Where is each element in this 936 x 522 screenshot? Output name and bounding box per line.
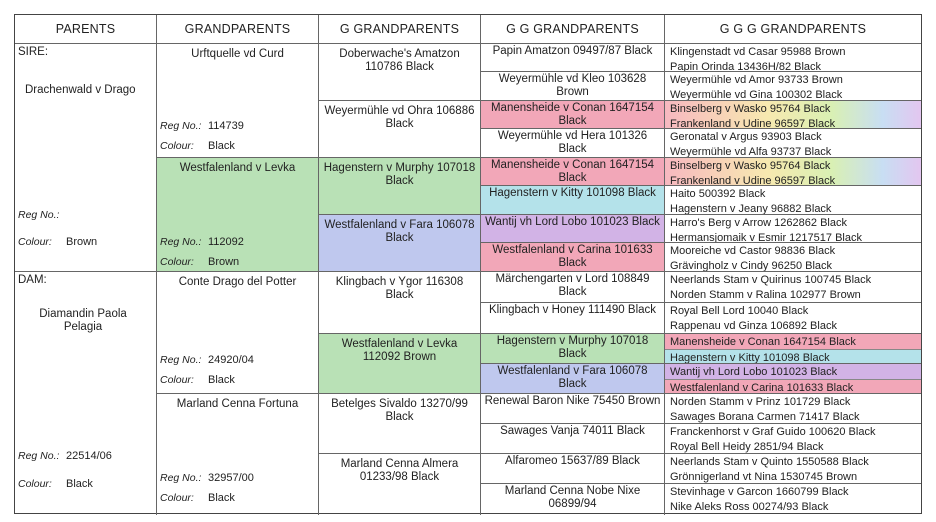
sire-colour: Brown [66, 236, 98, 248]
grandparent-name: Conte Drago del Potter [178, 276, 297, 288]
gg-grandparent-13: Renewal Baron Nike 75450 Brown [481, 394, 665, 424]
ggg-grandparent: Harro's Berg v Arrow 1262862 Black [670, 217, 847, 229]
gg-grandparent-10: Klingbach v Honey 111490 Black [481, 303, 665, 334]
header-grandparents: GRANDPARENTS [157, 15, 319, 44]
gg-grandparent-15: Alfaromeo 15637/89 Black [481, 454, 665, 484]
colour-label: Colour: [160, 140, 194, 152]
grandparent-reg: 32957/00 [208, 472, 254, 484]
grandparent-colour: Black [208, 374, 235, 386]
dam-colour-label: Colour: [18, 478, 52, 490]
ggg-pair-8 [665, 243, 921, 272]
gg-grandparent-3: Manensheide v Conan 1647154 Black [481, 101, 665, 129]
grandparent-name: Urftquelle vd Curd [191, 48, 284, 60]
gg-grandparent-14: Sawages Vanja 74011 Black [481, 424, 665, 454]
ggg-grandparent: Stevinhage v Garcon 1660799 Black [670, 486, 849, 498]
dam-reg-label: Reg No.: [18, 450, 60, 462]
grandparent-3 [157, 272, 319, 394]
grandparent-colour: Black [208, 492, 235, 504]
grandparent-2 [157, 158, 319, 272]
grandparent-reg: 24920/04 [208, 354, 254, 366]
ggg-grandparent: Hermansjomaik v Esmir 1217517 Black [670, 232, 862, 243]
ggg-pair-12 [665, 364, 921, 394]
ggg-grandparent: Grönnigerland vt Nina 1530745 Brown [670, 471, 858, 483]
pedigree-table [14, 14, 922, 514]
dam-colour: Black [66, 478, 93, 490]
grandparent-name: Marland Cenna Fortuna [176, 398, 299, 410]
gg-grandparent-16: Marland Cenna Nobe Nixe 06899/94 [481, 484, 665, 515]
ggg-grandparent: Hagenstern v Kitty 101098 Black [665, 350, 921, 364]
ggg-grandparent: Wantij vh Lord Lobo 101023 Black [665, 364, 921, 380]
ggg-pair-16 [665, 484, 921, 515]
gg-grandparent-6: Hagenstern v Kitty 101098 Black [481, 186, 665, 215]
colour-label: Colour: [160, 256, 194, 268]
sire-colour-label: Colour: [18, 236, 52, 248]
ggg-pair-6 [665, 186, 921, 215]
ggg-grandparent: Royal Bell Heidy 2851/94 Black [670, 441, 824, 453]
header-g-grandparents: G GRANDPARENTS [319, 15, 481, 44]
ggg-grandparent: Westfalenland v Carina 101633 Black [665, 380, 921, 394]
header-ggg-grandparents: G G G GRANDPARENTS [665, 15, 921, 44]
grandparent-name: Westfalenland v Levka [179, 162, 296, 174]
reg-label: Reg No.: [160, 354, 202, 366]
ggg-pair-13 [665, 394, 921, 424]
ggg-grandparent: Binselberg v Wasko 95764 Black [670, 160, 831, 172]
ggg-grandparent: Manensheide v Conan 1647154 Black [665, 334, 921, 350]
sire-tag: SIRE: [18, 46, 49, 58]
ggg-grandparent: Weyermühle vd Gina 100302 Black [670, 89, 843, 101]
reg-label: Reg No.: [160, 236, 202, 248]
grandparent-4 [157, 394, 319, 515]
gg-grandparent-7: Wantij vh Lord Lobo 101023 Black [481, 215, 665, 243]
ggg-pair-3 [665, 101, 921, 129]
ggg-pair-1 [665, 44, 921, 72]
g-grandparent-7: Betelges Sivaldo 13270/99 Black [319, 394, 481, 454]
g-grandparent-6: Westfalenland v Levka 112092 Brown [319, 334, 481, 394]
ggg-grandparent: Papin Orinda 13436H/82 Black [670, 61, 822, 72]
gg-grandparent-8: Westfalenland v Carina 101633 Black [481, 243, 665, 272]
g-grandparent-5: Klingbach v Ygor 116308 Black [319, 272, 481, 334]
reg-label: Reg No.: [160, 120, 202, 132]
sire-name: Drachenwald v Drago [25, 84, 136, 96]
colour-label: Colour: [160, 492, 194, 504]
sire-reg-label: Reg No.: [18, 209, 60, 221]
grandparent-colour: Black [208, 140, 235, 152]
ggg-grandparent: Weyermühle vd Alfa 93737 Black [670, 146, 832, 158]
gg-grandparent-1: Papin Amatzon 09497/87 Black [481, 44, 665, 72]
ggg-grandparent: Sawages Borana Carmen 71417 Black [670, 411, 860, 423]
dam-cell [15, 272, 157, 515]
ggg-grandparent: Frankenland v Udine 96597 Black [670, 175, 836, 186]
colour-label: Colour: [160, 374, 194, 386]
sire-cell [15, 44, 157, 272]
ggg-grandparent: Royal Bell Lord 10040 Black [670, 305, 809, 317]
ggg-grandparent: Frankenland v Udine 96597 Black [670, 118, 836, 129]
gg-grandparent-4: Weyermühle vd Hera 101326 Black [481, 129, 665, 158]
ggg-grandparent: Klingenstadt vd Casar 95988 Brown [670, 46, 846, 58]
ggg-grandparent: Neerlands Stam v Quirinus 100745 Black [670, 274, 872, 286]
g-grandparent-2: Weyermühle vd Ohra 106886 Black [319, 101, 481, 158]
grandparent-1 [157, 44, 319, 158]
ggg-pair-10 [665, 303, 921, 334]
gg-grandparent-11: Hagenstern v Murphy 107018 Black [481, 334, 665, 364]
g-grandparent-1: Doberwache's Amatzon 110786 Black [319, 44, 481, 101]
ggg-grandparent: Neerlands Stam v Quinto 1550588 Black [670, 456, 869, 468]
grandparent-colour: Brown [208, 256, 240, 268]
header-gg-grandparents: G G GRANDPARENTS [481, 15, 665, 44]
g-grandparent-4: Westfalenland v Fara 106078 Black [319, 215, 481, 272]
ggg-grandparent: Franckenhorst v Graf Guido 100620 Black [670, 426, 876, 438]
dam-name: Diamandin Paola Pelagia [39, 308, 127, 333]
ggg-grandparent: Mooreiche vd Castor 98836 Black [670, 245, 836, 257]
ggg-grandparent: Norden Stamm v Prinz 101729 Black [670, 396, 851, 408]
ggg-grandparent: Hagenstern v Jeany 96882 Black [670, 203, 832, 215]
ggg-pair-9 [665, 272, 921, 303]
ggg-pair-2 [665, 72, 921, 101]
grandparent-reg: 114739 [208, 120, 244, 132]
ggg-pair-14 [665, 424, 921, 454]
g-grandparent-8: Marland Cenna Almera 01233/98 Black [319, 454, 481, 515]
dam-reg: 22514/06 [66, 450, 112, 462]
grandparent-reg: 112092 [208, 236, 244, 248]
reg-label: Reg No.: [160, 472, 202, 484]
g-grandparent-3: Hagenstern v Murphy 107018 Black [319, 158, 481, 215]
dam-tag: DAM: [18, 274, 47, 286]
ggg-pair-11 [665, 334, 921, 364]
ggg-pair-4 [665, 129, 921, 158]
ggg-grandparent: Binselberg v Wasko 95764 Black [670, 103, 831, 115]
ggg-grandparent: Geronatal v Argus 93903 Black [670, 131, 822, 143]
ggg-pair-5 [665, 158, 921, 186]
ggg-pair-7 [665, 215, 921, 243]
gg-grandparent-5: Manensheide v Conan 1647154 Black [481, 158, 665, 186]
ggg-grandparent: Haito 500392 Black [670, 188, 766, 200]
ggg-grandparent: Grävingholz v Cindy 96250 Black [670, 260, 833, 272]
header-parents: PARENTS [15, 15, 157, 44]
ggg-grandparent: Norden Stamm v Ralina 102977 Brown [670, 289, 861, 301]
gg-grandparent-9: Märchengarten v Lord 108849 Black [481, 272, 665, 303]
ggg-grandparent: Rappenau vd Ginza 106892 Black [670, 320, 837, 332]
ggg-grandparent: Nike Aleks Ross 00274/93 Black [670, 501, 829, 513]
ggg-pair-15 [665, 454, 921, 484]
gg-grandparent-12: Westfalenland v Fara 106078 Black [481, 364, 665, 394]
gg-grandparent-2: Weyermühle vd Kleo 103628 Brown [481, 72, 665, 101]
ggg-grandparent: Weyermühle vd Amor 93733 Brown [670, 74, 843, 86]
